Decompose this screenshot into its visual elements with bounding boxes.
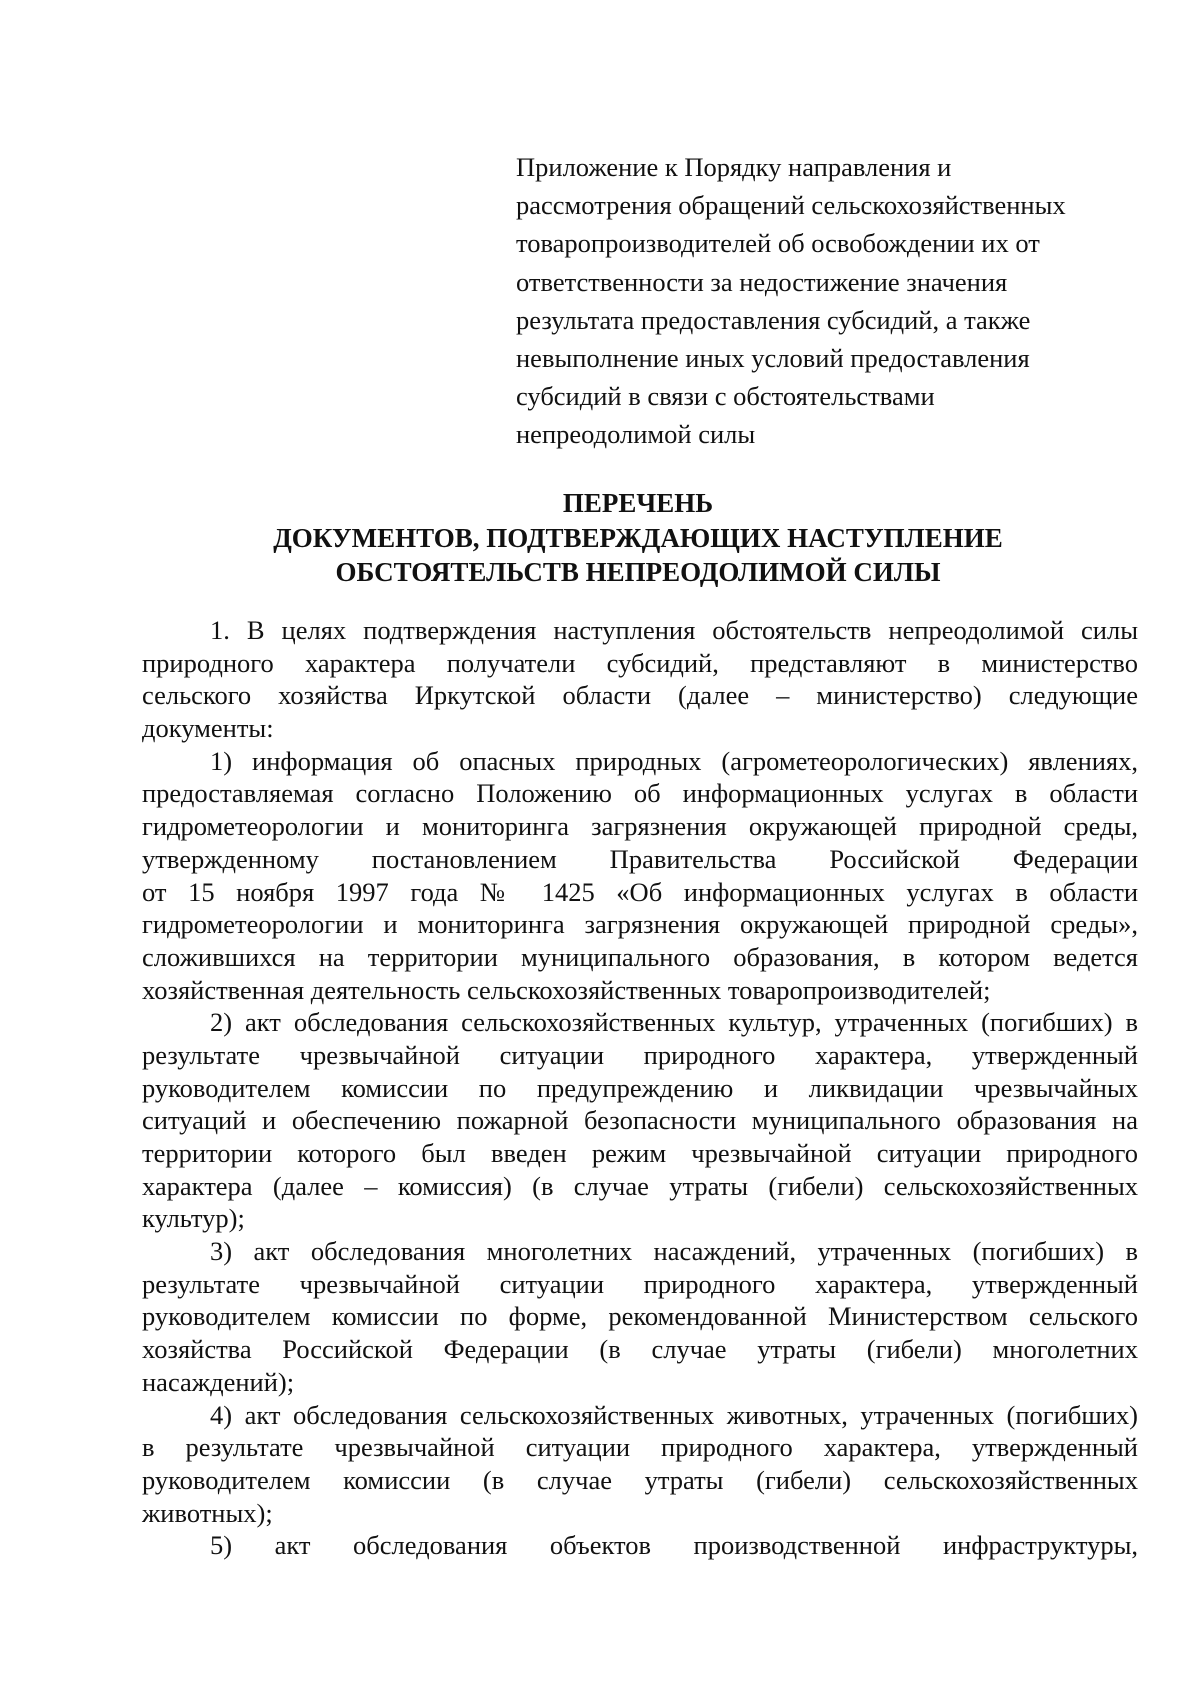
item-1-line: 1) информация об опасных природных (агрометеорологических) явлениях,: [210, 745, 1138, 776]
annex-line: товаропроизводителей об освобождении их от: [516, 228, 1040, 259]
item-3-line: хозяйства Российской Федерации (в случае утраты (гибели) многолетних: [142, 1334, 1138, 1365]
item-1-line: утвержденному постановлением Правительства Российской Федерации: [142, 843, 1138, 874]
item-5-line: 5) акт обследования объектов производственной инфраструктуры,: [210, 1530, 1138, 1561]
title-line: ПЕРЕЧЕНЬ: [562, 488, 714, 518]
item-1-line: сложившихся на территории муниципального образования, в котором ведется: [142, 941, 1138, 972]
item-4-line: в результате чрезвычайной ситуации природного характера, утвержденный: [142, 1432, 1138, 1463]
item-1-line: предоставляемая согласно Положению об информационных услугах в области: [142, 778, 1138, 809]
title-line: ОБСТОЯТЕЛЬСТВ НЕПРЕОДОЛИМОЙ СИЛЫ: [335, 557, 941, 587]
annex-line: непреодолимой силы: [516, 419, 756, 450]
item-3-line: насаждений);: [142, 1366, 295, 1397]
item-1-line: гидрометеорологии и мониторинга загрязнения окружающей природной среды,: [142, 811, 1138, 842]
item-4-line: руководителем комиссии (в случае утраты (гибели) сельскохозяйственных: [142, 1464, 1138, 1495]
paragraph-1-line: сельского хозяйства Иркутской области (далее – министерство) следующие: [142, 680, 1138, 711]
annex-line: Приложение к Порядку направления и: [516, 152, 952, 182]
item-4-line: животных);: [142, 1497, 273, 1528]
document-body: [142, 614, 1138, 1562]
item-2-line: ситуаций и обеспечению пожарной безопасности муниципального образования на: [142, 1105, 1138, 1136]
item-1-line: гидрометеорологии и мониторинга загрязнения окружающей природной среды»,: [142, 909, 1138, 940]
title-line: ДОКУМЕНТОВ, ПОДТВЕРЖДАЮЩИХ НАСТУПЛЕНИЕ: [273, 522, 1003, 553]
annex-line: результата предоставления субсидий, а также: [516, 304, 1031, 335]
item-3-line: 3) акт обследования многолетних насаждений, утраченных (погибших) в: [210, 1236, 1138, 1267]
item-2-line: культур);: [142, 1203, 245, 1234]
annex-line: невыполнение иных условий предоставления: [516, 343, 1030, 374]
annex-reference-block: [516, 148, 1136, 454]
paragraph-1-line: природного характера получатели субсидий, представляют в министерство: [142, 647, 1138, 678]
item-1-line: хозяйственная деятельность сельскохозяйственных товаропроизводителей;: [142, 974, 991, 1005]
annex-line: рассмотрения обращений сельскохозяйственных: [516, 190, 1066, 221]
item-3-line: руководителем комиссии по форме, рекомендованной Министерством сельского: [142, 1301, 1138, 1332]
paragraph-1-line: документы:: [142, 713, 274, 744]
item-2-line: руководителем комиссии по предупреждению и ликвидации чрезвычайных: [142, 1072, 1138, 1103]
annex-line: субсидий в связи с обстоятельствами: [516, 381, 935, 412]
item-1-line: от 15 ноября 1997 года № 1425 «Об информационных услугах в области: [142, 876, 1138, 907]
item-2-line: 2) акт обследования сельскохозяйственных культур, утраченных (погибших) в: [210, 1007, 1138, 1038]
paragraph-1-line: 1. В целях подтверждения наступления обстоятельств непреодолимой силы: [210, 615, 1138, 645]
item-2-line: территории которого был введен режим чрезвычайной ситуации природного: [142, 1138, 1138, 1168]
item-2-line: характера (далее – комиссия) (в случае утраты (гибели) сельскохозяйственных: [142, 1170, 1138, 1201]
document-title: [138, 486, 1138, 590]
annex-line: ответственности за недостижение значения: [516, 266, 1008, 297]
item-4-line: 4) акт обследования сельскохозяйственных животных, утраченных (погибших): [210, 1399, 1138, 1430]
item-3-line: результате чрезвычайной ситуации природного характера, утвержденный: [142, 1268, 1138, 1299]
item-2-line: результате чрезвычайной ситуации природного характера, утвержденный: [142, 1039, 1138, 1070]
